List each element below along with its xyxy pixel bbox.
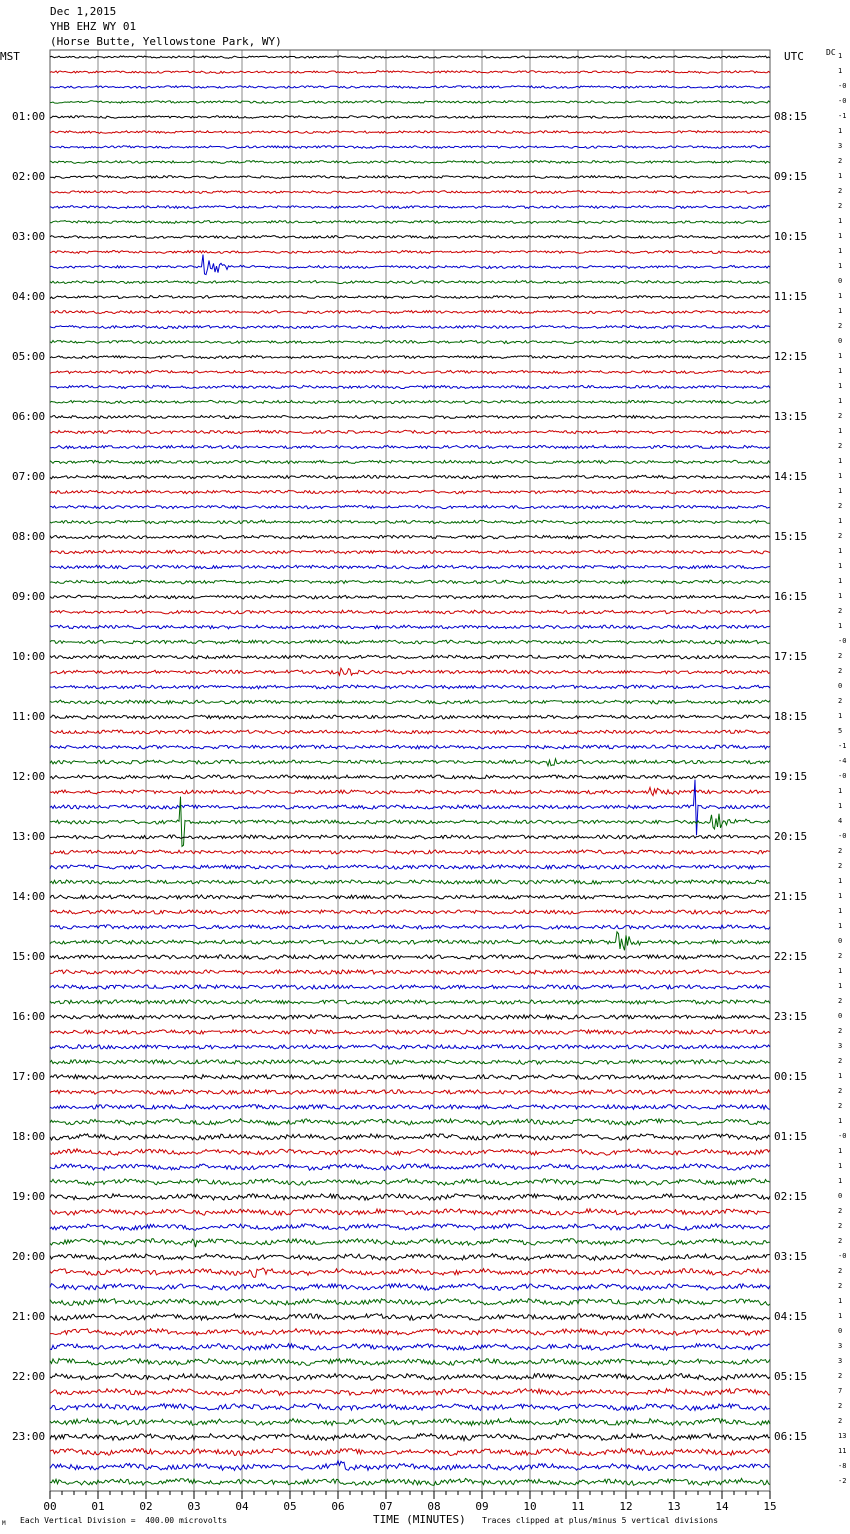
left-hour-label: 03:00 <box>12 230 46 243</box>
trace-line-15 <box>50 255 770 275</box>
right-hour-label: 02:15 <box>774 1190 808 1203</box>
left-hour-label: 08:00 <box>12 530 46 543</box>
dc-offset-value: 0 <box>838 337 843 345</box>
trace-group <box>50 56 770 1486</box>
trace-line-49 <box>50 775 770 779</box>
trace-line-35 <box>50 565 770 569</box>
dc-offset-value: 11 <box>838 1447 847 1455</box>
trace-line-16 <box>50 281 770 284</box>
trace-line-83 <box>50 1284 770 1291</box>
dc-offset-value: 2 <box>838 157 843 165</box>
dc-offset-value: 1 <box>838 487 843 495</box>
trace-line-9 <box>50 176 770 179</box>
dc-offset-value: 2 <box>838 322 843 330</box>
right-hour-label: 14:15 <box>774 470 808 483</box>
trace-line-59 <box>50 925 770 929</box>
dc-offset-value: 2 <box>838 187 843 195</box>
dc-offset-value: -0 <box>838 832 847 840</box>
right-hour-label: 22:15 <box>774 950 808 963</box>
x-tick-label-08: 08 <box>427 1500 441 1513</box>
x-tick-label-04: 04 <box>235 1500 249 1513</box>
plot-axes <box>43 1491 776 1513</box>
x-tick-label-12: 12 <box>619 1500 633 1513</box>
x-tick-label-15: 15 <box>763 1500 777 1513</box>
trace-line-61 <box>50 955 770 959</box>
dc-offset-value: 2 <box>838 652 843 660</box>
date-label: Dec 1,2015 <box>50 5 117 18</box>
dc-offset-value: 2 <box>838 1402 843 1410</box>
trace-line-60 <box>50 932 770 951</box>
dc-offset-value: 1 <box>838 1312 843 1320</box>
trace-line-36 <box>50 580 770 584</box>
right-hour-label: 03:15 <box>774 1250 808 1263</box>
location-label: (Horse Butte, Yellowstone Park, WY) <box>50 35 282 48</box>
dc-offset-value: -4 <box>838 757 847 765</box>
trace-line-93 <box>50 1434 770 1441</box>
trace-line-26 <box>50 430 770 433</box>
right-hour-label: 18:15 <box>774 710 808 723</box>
left-hour-label: 12:00 <box>12 770 46 783</box>
dc-offset-value: 1 <box>838 547 843 555</box>
right-hour-label: 13:15 <box>774 410 808 423</box>
dc-offset-value: 0 <box>838 682 843 690</box>
trace-line-6 <box>50 131 770 134</box>
left-hour-label: 09:00 <box>12 590 46 603</box>
dc-offset-value: -0 <box>838 97 847 105</box>
trace-line-67 <box>50 1045 770 1049</box>
dc-offset-value: 1 <box>838 982 843 990</box>
corner-mark: M <box>2 1520 6 1527</box>
right-hour-label: 10:15 <box>774 230 808 243</box>
right-hour-label: 23:15 <box>774 1010 808 1023</box>
dc-offset-value: 1 <box>838 367 843 375</box>
trace-line-53 <box>50 835 770 839</box>
x-tick-label-00: 00 <box>43 1500 57 1513</box>
trace-line-65 <box>50 1015 770 1019</box>
dc-offset-value: 1 <box>838 52 843 60</box>
right-hour-label: 21:15 <box>774 890 808 903</box>
dc-offset-value: 0 <box>838 937 843 945</box>
dc-offset-value: 2 <box>838 952 843 960</box>
trace-line-84 <box>50 1299 770 1306</box>
dc-offset-value: 2 <box>838 607 843 615</box>
trace-line-75 <box>50 1164 770 1170</box>
dc-offset-value: 1 <box>838 1177 843 1185</box>
clip-note: Traces clipped at plus/minus 5 vertical divisions <box>482 1516 719 1525</box>
right-hour-label: 20:15 <box>774 830 808 843</box>
trace-line-52 <box>50 797 770 847</box>
left-hour-label: 20:00 <box>12 1250 46 1263</box>
dc-offset-value: -0 <box>838 1132 847 1140</box>
dc-offset-value: 2 <box>838 997 843 1005</box>
dc-offset-value: 2 <box>838 1102 843 1110</box>
dc-offset-value: 2 <box>838 502 843 510</box>
trace-line-30 <box>50 490 770 493</box>
left-hour-label: 19:00 <box>12 1190 46 1203</box>
dc-offset-value: 1 <box>838 1072 843 1080</box>
trace-line-5 <box>50 116 770 119</box>
trace-line-66 <box>50 1030 770 1034</box>
left-hour-label: 07:00 <box>12 470 46 483</box>
dc-offset-value: 1 <box>838 1297 843 1305</box>
trace-line-86 <box>50 1329 770 1336</box>
x-tick-label-03: 03 <box>187 1500 201 1513</box>
right-hour-label: 04:15 <box>774 1310 808 1323</box>
trace-line-34 <box>50 550 770 553</box>
x-axis-label: TIME (MINUTES) <box>373 1513 466 1526</box>
dc-label: DC <box>826 48 836 57</box>
trace-line-10 <box>50 191 770 194</box>
dc-offset-value: 2 <box>838 1027 843 1035</box>
dc-offset-value: -1 <box>838 742 847 750</box>
dc-offset-value: 2 <box>838 1057 843 1065</box>
trace-line-68 <box>50 1060 770 1065</box>
trace-line-41 <box>50 655 770 659</box>
right-hour-label: 06:15 <box>774 1430 808 1443</box>
trace-line-17 <box>50 296 770 299</box>
trace-line-88 <box>50 1359 770 1366</box>
dc-offset-value: 1 <box>838 172 843 180</box>
trace-line-43 <box>50 685 770 689</box>
trace-line-64 <box>50 1000 770 1004</box>
left-hour-label: 04:00 <box>12 290 46 303</box>
dc-offset-value: 2 <box>838 1207 843 1215</box>
dc-offset-value: 0 <box>838 277 843 285</box>
left-hour-label: 06:00 <box>12 410 46 423</box>
trace-line-12 <box>50 221 770 224</box>
trace-line-62 <box>50 970 770 974</box>
trace-line-71 <box>50 1105 770 1110</box>
dc-offset-value: 2 <box>838 1372 843 1380</box>
dc-offset-value: 1 <box>838 1147 843 1155</box>
left-hour-label: 10:00 <box>12 650 46 663</box>
left-hour-label: 18:00 <box>12 1130 46 1143</box>
dc-offset-value: 1 <box>838 592 843 600</box>
trace-line-25 <box>50 415 770 418</box>
dc-offset-value: 1 <box>838 352 843 360</box>
left-hour-label: 15:00 <box>12 950 46 963</box>
dc-offset-value: -0 <box>838 772 847 780</box>
dc-offset-value: 0 <box>838 1012 843 1020</box>
trace-line-96 <box>50 1478 770 1485</box>
dc-offset-value: 1 <box>838 877 843 885</box>
left-hour-label: 23:00 <box>12 1430 46 1443</box>
trace-line-42 <box>50 668 770 675</box>
dc-offset-value: 1 <box>838 907 843 915</box>
trace-line-38 <box>50 610 770 614</box>
trace-line-77 <box>50 1194 770 1200</box>
trace-line-23 <box>50 385 770 388</box>
dc-offset-value: 1 <box>838 307 843 315</box>
dc-offset-value: 1 <box>838 382 843 390</box>
dc-offset-value: 1 <box>838 922 843 930</box>
scale-note: Each Vertical Division = 400.00 microvolts <box>20 1516 228 1525</box>
dc-offset-value: -2 <box>838 1477 847 1485</box>
trace-line-31 <box>50 505 770 508</box>
dc-offset-value: 1 <box>838 457 843 465</box>
dc-offset-value: 1 <box>838 712 843 720</box>
trace-line-51 <box>50 780 770 836</box>
right-hour-label: 15:15 <box>774 530 808 543</box>
dc-offset-value: 1 <box>838 577 843 585</box>
dc-offset-value: 1 <box>838 127 843 135</box>
dc-offset-value: 0 <box>838 1327 843 1335</box>
dc-offset-value: 1 <box>838 1117 843 1125</box>
trace-line-29 <box>50 475 770 478</box>
dc-offset-value: 1 <box>838 472 843 480</box>
trace-line-19 <box>50 326 770 329</box>
left-hour-label: 16:00 <box>12 1010 46 1023</box>
trace-line-58 <box>50 910 770 914</box>
dc-offset-value: 2 <box>838 1237 843 1245</box>
trace-line-73 <box>50 1134 770 1140</box>
dc-offset-value: 1 <box>838 802 843 810</box>
right-hour-label: 08:15 <box>774 110 808 123</box>
trace-line-47 <box>50 745 770 749</box>
trace-line-2 <box>50 71 770 74</box>
dc-offset-value: 1 <box>838 292 843 300</box>
trace-line-79 <box>50 1224 770 1230</box>
trace-line-76 <box>50 1179 770 1186</box>
right-hour-label: 12:15 <box>774 350 808 363</box>
x-tick-label-09: 09 <box>475 1500 489 1513</box>
x-tick-label-01: 01 <box>91 1500 105 1513</box>
right-hour-label: 05:15 <box>774 1370 808 1383</box>
trace-line-90 <box>50 1389 770 1396</box>
dc-offset-value: 1 <box>838 397 843 405</box>
dc-offset-value: 2 <box>838 1087 843 1095</box>
trace-line-63 <box>50 985 770 989</box>
trace-line-1 <box>50 56 770 59</box>
dc-offset-value: -0 <box>838 1252 847 1260</box>
dc-offset-value: 1 <box>838 247 843 255</box>
dc-offset-value: 2 <box>838 1417 843 1425</box>
trace-line-24 <box>50 400 770 403</box>
trace-line-7 <box>50 146 770 149</box>
trace-line-94 <box>50 1449 770 1456</box>
right-hour-label: 00:15 <box>774 1070 808 1083</box>
trace-line-44 <box>50 700 770 704</box>
trace-line-85 <box>50 1314 770 1321</box>
dc-offset-value: 0 <box>838 1192 843 1200</box>
dc-offset-value: 13 <box>838 1432 847 1440</box>
dc-offset-value: 2 <box>838 1222 843 1230</box>
trace-line-14 <box>50 251 770 254</box>
mst-label: MST <box>0 50 20 63</box>
x-tick-label-07: 07 <box>379 1500 393 1513</box>
trace-line-69 <box>50 1075 770 1080</box>
x-tick-label-06: 06 <box>331 1500 345 1513</box>
dc-offset-value: -8 <box>838 1462 847 1470</box>
trace-line-8 <box>50 161 770 164</box>
right-hour-label: 01:15 <box>774 1130 808 1143</box>
trace-line-70 <box>50 1090 770 1094</box>
left-hour-label: 01:00 <box>12 110 46 123</box>
right-hour-label: 09:15 <box>774 170 808 183</box>
dc-offset-value: 2 <box>838 697 843 705</box>
trace-line-50 <box>50 788 770 796</box>
trace-line-20 <box>50 340 770 343</box>
dc-offset-value: 1 <box>838 1162 843 1170</box>
trace-line-57 <box>50 895 770 899</box>
dc-offset-value: 2 <box>838 667 843 675</box>
x-tick-label-10: 10 <box>523 1500 537 1513</box>
left-hour-label: 22:00 <box>12 1370 46 1383</box>
x-tick-label-05: 05 <box>283 1500 297 1513</box>
dc-offset-value: 2 <box>838 532 843 540</box>
trace-line-3 <box>50 86 770 89</box>
dc-offset-value: 3 <box>838 142 843 150</box>
trace-line-78 <box>50 1209 770 1215</box>
dc-offset-value: 4 <box>838 817 843 825</box>
dc-offset-value: 1 <box>838 892 843 900</box>
trace-line-54 <box>50 850 770 854</box>
dc-offset-value: 3 <box>838 1042 843 1050</box>
trace-line-21 <box>50 356 770 359</box>
dc-offset-value: 7 <box>838 1387 843 1395</box>
trace-line-39 <box>50 625 770 629</box>
dc-offset-value: 1 <box>838 67 843 75</box>
x-tick-label-14: 14 <box>715 1500 729 1513</box>
trace-line-72 <box>50 1119 770 1125</box>
trace-line-48 <box>50 759 770 766</box>
trace-line-40 <box>50 640 770 644</box>
station-label: YHB EHZ WY 01 <box>50 20 137 33</box>
trace-line-27 <box>50 445 770 448</box>
trace-line-4 <box>50 101 770 104</box>
right-hour-label: 16:15 <box>774 590 808 603</box>
trace-line-91 <box>50 1404 770 1411</box>
trace-line-82 <box>50 1268 770 1277</box>
dc-offset-value: 2 <box>838 847 843 855</box>
dc-offset-value: -0 <box>838 82 847 90</box>
trace-line-92 <box>50 1419 770 1426</box>
trace-line-18 <box>50 311 770 314</box>
dc-offset-value: -0 <box>838 637 847 645</box>
left-hour-label: 02:00 <box>12 170 46 183</box>
dc-offset-value: 2 <box>838 862 843 870</box>
dc-offset-value: -1 <box>838 112 847 120</box>
trace-line-89 <box>50 1374 770 1381</box>
trace-line-87 <box>50 1344 770 1351</box>
left-hour-label: 05:00 <box>12 350 46 363</box>
dc-offset-value: 2 <box>838 442 843 450</box>
trace-line-11 <box>50 206 770 209</box>
right-hour-label: 17:15 <box>774 650 808 663</box>
dc-offset-value: 1 <box>838 562 843 570</box>
left-hour-label: 21:00 <box>12 1310 46 1323</box>
utc-label: UTC <box>784 50 804 63</box>
x-tick-label-13: 13 <box>667 1500 681 1513</box>
left-hour-label: 14:00 <box>12 890 46 903</box>
trace-line-56 <box>50 880 770 884</box>
dc-offset-value: 2 <box>838 1267 843 1275</box>
dc-offset-value: 5 <box>838 727 843 735</box>
trace-line-22 <box>50 370 770 373</box>
right-hour-label: 11:15 <box>774 290 808 303</box>
dc-offset-value: 3 <box>838 1342 843 1350</box>
trace-line-45 <box>50 715 770 719</box>
trace-line-33 <box>50 535 770 539</box>
dc-offset-value: 1 <box>838 787 843 795</box>
dc-offset-value: 2 <box>838 412 843 420</box>
dc-offset-value: 2 <box>838 1282 843 1290</box>
left-hour-label: 17:00 <box>12 1070 46 1083</box>
trace-line-55 <box>50 865 770 869</box>
dc-offset-value: 1 <box>838 217 843 225</box>
trace-line-74 <box>50 1149 770 1155</box>
left-hour-label: 13:00 <box>12 830 46 843</box>
trace-line-28 <box>50 460 770 463</box>
dc-offset-value: 1 <box>838 967 843 975</box>
trace-line-13 <box>50 236 770 239</box>
trace-line-80 <box>50 1239 770 1247</box>
dc-offset-value: 1 <box>838 517 843 525</box>
left-hour-label: 11:00 <box>12 710 46 723</box>
x-tick-label-02: 02 <box>139 1500 153 1513</box>
trace-line-37 <box>50 595 770 599</box>
x-tick-label-11: 11 <box>571 1500 585 1513</box>
trace-line-46 <box>50 730 770 734</box>
dc-offset-value: 1 <box>838 427 843 435</box>
dc-offset-value: 3 <box>838 1357 843 1365</box>
trace-line-32 <box>50 520 770 523</box>
trace-line-95 <box>50 1461 770 1471</box>
dc-offset-value: 1 <box>838 232 843 240</box>
dc-offset-value: 1 <box>838 262 843 270</box>
dc-offset-value: 2 <box>838 202 843 210</box>
trace-line-81 <box>50 1254 770 1261</box>
dc-offset-value: 1 <box>838 622 843 630</box>
right-hour-label: 19:15 <box>774 770 808 783</box>
